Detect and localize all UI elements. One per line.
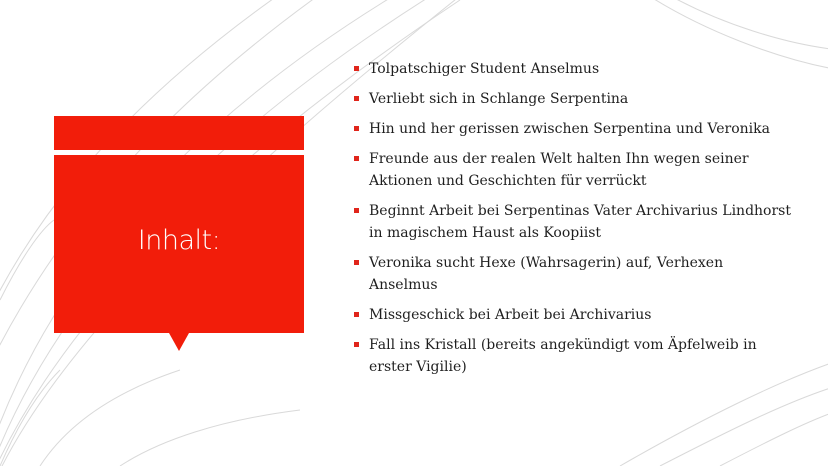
bullet-text: Tolpatschiger Student Anselmus xyxy=(369,61,600,77)
bullet-item xyxy=(354,334,794,378)
bullet-text: Fall ins Kristall (bereits angekündigt vom Äpfelweib in erster Vigilie) xyxy=(369,337,757,375)
bullet-square-icon xyxy=(354,342,359,347)
title-box xyxy=(54,155,304,333)
bullet-text: Veronika sucht Hexe (Wahrsagerin) auf, Verhexen Anselmus xyxy=(369,255,724,293)
bullet-list xyxy=(354,58,794,386)
bullet-item xyxy=(354,88,794,110)
bullet-text: Hin und her gerissen zwischen Serpentina und Veronika xyxy=(369,121,770,137)
bullet-square-icon xyxy=(354,312,359,317)
bullet-item xyxy=(354,118,794,140)
bullet-item xyxy=(354,304,794,326)
bullet-square-icon xyxy=(354,96,359,101)
bullet-text: Verliebt sich in Schlange Serpentina xyxy=(369,91,629,107)
bullet-square-icon xyxy=(354,126,359,131)
bullet-square-icon xyxy=(354,208,359,213)
bullet-square-icon xyxy=(354,156,359,161)
slide-title: Inhalt: xyxy=(137,225,221,256)
bullet-item xyxy=(354,58,794,80)
title-accent-bar xyxy=(54,116,304,150)
title-box-pointer xyxy=(169,333,189,351)
bullet-item xyxy=(354,200,794,244)
bullet-text: Beginnt Arbeit bei Serpentinas Vater Archivarius Lindhorst in magischem Haust als Koopiist xyxy=(369,203,791,241)
bullet-item xyxy=(354,148,794,192)
bullet-square-icon xyxy=(354,260,359,265)
bullet-square-icon xyxy=(354,66,359,71)
bullet-text: Freunde aus der realen Welt halten Ihn wegen seiner Aktionen und Geschichten für verrückt xyxy=(369,151,749,189)
bullet-text: Missgeschick bei Arbeit bei Archivarius xyxy=(369,307,652,323)
bullet-item xyxy=(354,252,794,296)
